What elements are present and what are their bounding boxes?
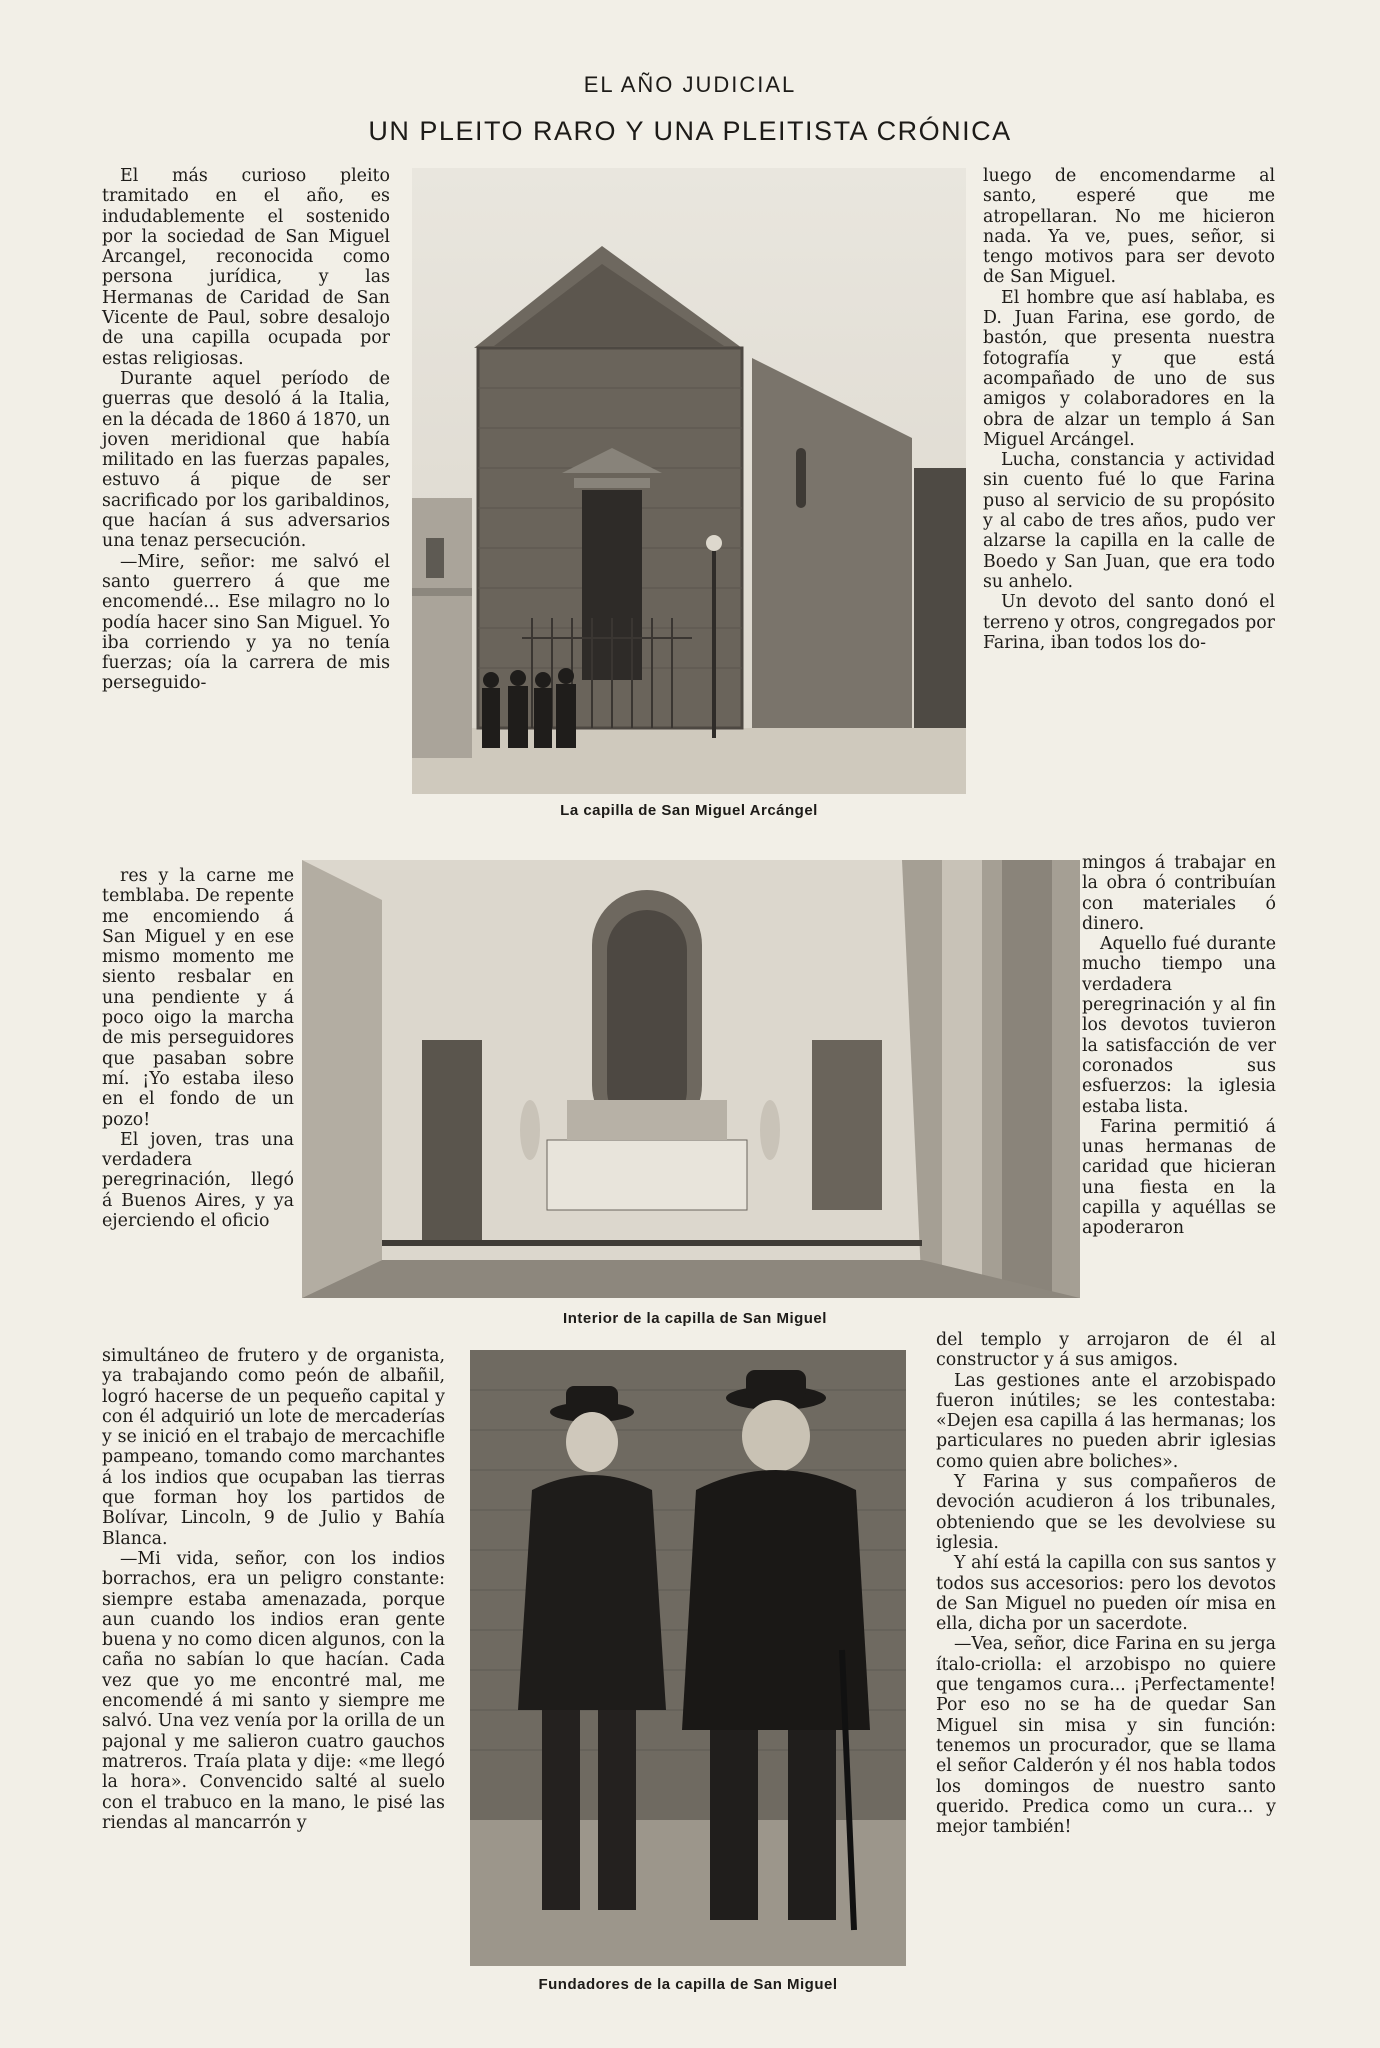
paragraph: res y la carne me temblaba. De repente me encomiendo á San Miguel y en ese mismo momento me siento resbalar en una pendiente y á poco oigo la marcha de mis perseguidores que pasaban sobre mí. ¡Yo estaba ileso en el fondo de un pozo! [102, 866, 294, 1130]
paragraph: Un devoto del santo donó el terreno y otros, congregados por Farina, iban todos los do- [983, 592, 1275, 653]
paragraph: mingos á trabajar en la obra ó contribuían con materiales ó dinero. [1082, 853, 1276, 934]
founders-caption: Fundadores de la capilla de San Miguel [538, 1976, 838, 1993]
paragraph: Las gestiones ante el arzobispado fueron inútiles; se les contestaba: «Dejen esa capilla á las hermanas; los particulares no pueden abrir iglesias como quien abre boliches». [936, 1370, 1276, 1472]
paragraph: Farina permitió á unas hermanas de caridad que hicieran una fiesta en la capilla y aquéllas se apoderaron [1082, 1116, 1276, 1239]
paragraph: El hombre que así hablaba, es D. Juan Farina, ese gordo, de bastón, que presenta nuestra fotografía y que está acompañado de uno de sus amigos y colaboradores en la obra de alzar un templo á San Miguel Arcángel. [983, 287, 1275, 450]
paragraph: El joven, tras una verdadera peregrinación, llegó á Buenos Aires, y ya ejerciendo el oficio [102, 1129, 294, 1232]
left-column-bottom [102, 1346, 445, 1976]
paragraph: simultáneo de frutero y de organista, ya trabajando como peón de albañil, logró hacerse de un pequeño capital y con él adquirió un lote de mercaderías y se inició en el trabajo de mercachifle pampeano, tomando como marchantes á los indios que ocupaban las tierras que forman hoy los partidos de Bolívar, Lincoln, 9 de Julio y Bahía Blanca. [102, 1346, 445, 1549]
paragraph: Y ahí está la capilla con sus santos y todos sus accesorios: pero los devotos de San Miguel no pueden oír misa en ella, dicha por un sacerdote. [936, 1553, 1276, 1635]
left-column-narrow [102, 866, 294, 1340]
paragraph: —Mi vida, señor, con los indios borrachos, era un peligro constante: siempre estaba amenazada, porque aun cuando los indios eran gente buena y no como dicen algunos, con la caña no sabían lo que hacían. Cada vez que yo me encontré mal, me encomendé á mi santo y siempre me salvó. Una vez venía por la orilla de un pajonal y me salieron cuatro gauchos matreros. Traía plata y dije: «me llegó la hora». Convencido salté al suelo con el trabuco en la mano, le pisé las riendas al mancarrón y [102, 1548, 445, 1833]
left-column-top [102, 166, 390, 830]
paragraph: Durante aquel período de guerras que desoló á la Italia, en la década de 1860 á 1870, un joven meridional que había militado en las fuerzas papales, estuvo á pique de ser sacrificado por los garibaldinos, que hacían á sus adversarios una tenaz persecución. [102, 368, 390, 552]
paragraph: luego de encomendarme al santo, esperé que me atropellaran. No me hicieron nada. Ya ve, pues, señor, si tengo motivos para ser devoto de San Miguel. [983, 166, 1275, 288]
paragraph: Y Farina y sus compañeros de devoción acudieron á los tribunales, obteniendo que se les devolviese su iglesia. [936, 1472, 1276, 1553]
paragraph: del templo y arrojaron de él al constructor y á sus amigos. [936, 1330, 1276, 1371]
paragraph: Lucha, constancia y actividad sin cuento fué lo que Farina puso al servicio de su propósito y al cabo de tres años, pudo ver alzarse la capilla en la calle de Boedo y San Juan, que era todo su anhelo. [983, 450, 1275, 592]
article-title: UN PLEITO RARO Y UNA PLEITISTA CRÓNICA [368, 116, 1012, 146]
founders-photo [470, 1350, 906, 1966]
paragraph: El más curioso pleito tramitado en el año, es indudablemente el sostenido por la sociedad de San Miguel Arcangel, reconocida como persona jurídica, y las Hermanas de Caridad de San Vicente de Paul, sobre desalojo de una capilla ocupada por estas religiosas. [102, 166, 390, 369]
chapel-interior-caption: Interior de la capilla de San Miguel [563, 1310, 827, 1327]
right-column-bottom [936, 1330, 1276, 1980]
founders-image [470, 1350, 906, 1966]
chapel-interior-image [302, 860, 1080, 1298]
chapel-interior-photo [302, 860, 1080, 1298]
chapel-exterior-image [412, 168, 966, 794]
section-heading: EL AÑO JUDICIAL [583, 72, 797, 97]
right-column-narrow [1082, 853, 1276, 1323]
paragraph: —Vea, señor, dice Farina en su jerga ítalo-criolla: el arzobispo no quiere que tengamos cura... ¡Perfectamente! Por eso no se ha de quedar San Miguel sin misa y sin función: tenemos un procurador, que se llama el señor Calderón y él nos habla todos los domingos de nuestro santo querido. Predica como un cura... y mejor también! [936, 1634, 1276, 1838]
right-column-top [983, 166, 1275, 850]
chapel-exterior-photo [412, 168, 966, 794]
chapel-exterior-caption: La capilla de San Miguel Arcángel [560, 802, 818, 819]
paragraph: Aquello fué durante mucho tiempo una verdadera peregrinación y al fin los devotos tuvieron la satisfacción de ver coronados sus esfuerzos: la iglesia estaba lista. [1082, 934, 1276, 1117]
paragraph: —Mire, señor: me salvó el santo guerrero á que me encomendé... Ese milagro no lo podía hacer sino San Miguel. Yo iba corriendo y ya no tenía fuerzas; oía la carrera de mis perseguido- [102, 551, 390, 694]
